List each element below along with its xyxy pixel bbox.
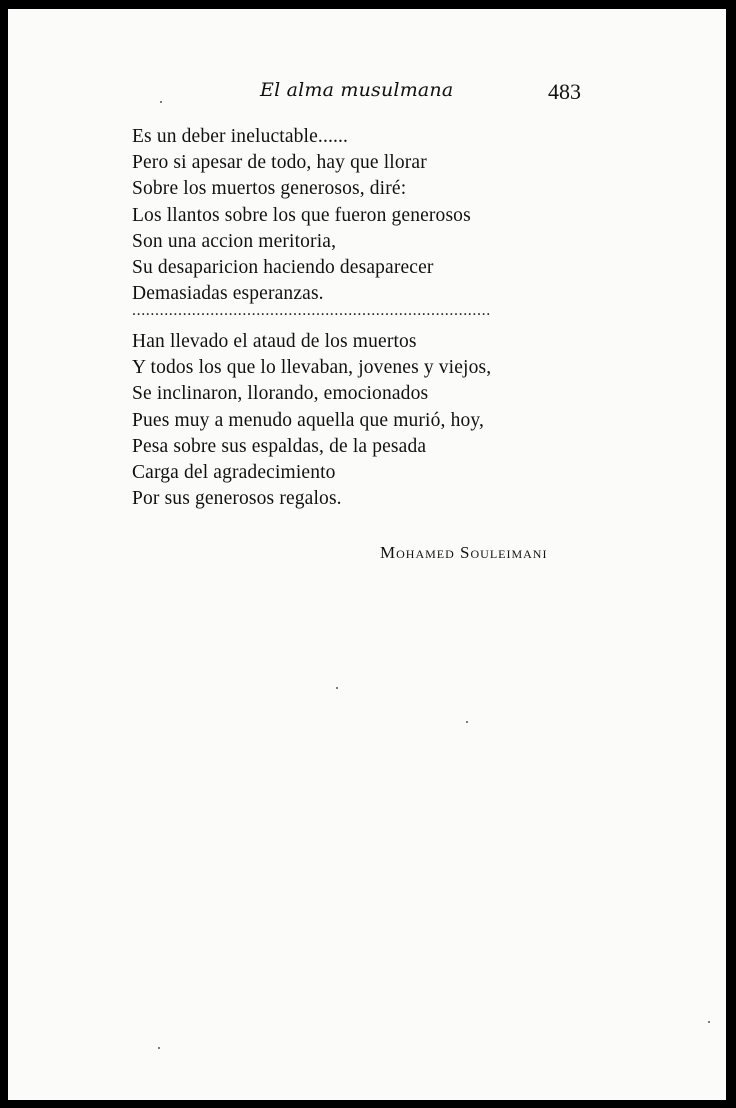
verse-line: Sobre los muertos generosos, diré: xyxy=(132,178,407,200)
dotted-separator: .............................................................................. xyxy=(132,302,491,319)
verse-line: Y todos los que lo llevaban, jovenes y viejos, xyxy=(132,357,492,379)
print-speck xyxy=(708,1021,710,1023)
print-speck xyxy=(158,1047,160,1049)
verse-line: Pesa sobre sus espaldas, de la pesada xyxy=(132,435,427,457)
verse-line: Los llantos sobre los que fueron generosos xyxy=(132,204,471,226)
verse-line: Son una accion meritoria, xyxy=(132,230,337,252)
print-speck xyxy=(160,101,162,103)
verse-line: Pues muy a menudo aquella que murió, hoy, xyxy=(132,409,485,431)
verse-line: Demasiadas esperanzas. xyxy=(132,283,324,305)
verse-line: Es un deber ineluctable...... xyxy=(132,126,349,147)
author-signature: Mohamed Souleimani xyxy=(380,543,548,562)
running-title: El alma musulmana xyxy=(260,79,454,101)
verse-line: Su desaparicion haciendo desaparecer xyxy=(132,257,434,279)
verse-line: Carga del agradecimiento xyxy=(132,462,336,484)
stanza-1 xyxy=(132,124,471,307)
print-speck xyxy=(336,687,338,689)
verse-line: Se inclinaron, llorando, emocionados xyxy=(132,383,429,405)
print-speck xyxy=(466,721,468,723)
page-number: 483 xyxy=(548,79,581,104)
verse-line: Pero si apesar de todo, hay que llorar xyxy=(132,152,427,174)
stanza-2 xyxy=(132,329,491,512)
verse-line: Han llevado el ataud de los muertos xyxy=(132,331,417,352)
verse-line: Por sus generosos regalos. xyxy=(132,488,342,510)
